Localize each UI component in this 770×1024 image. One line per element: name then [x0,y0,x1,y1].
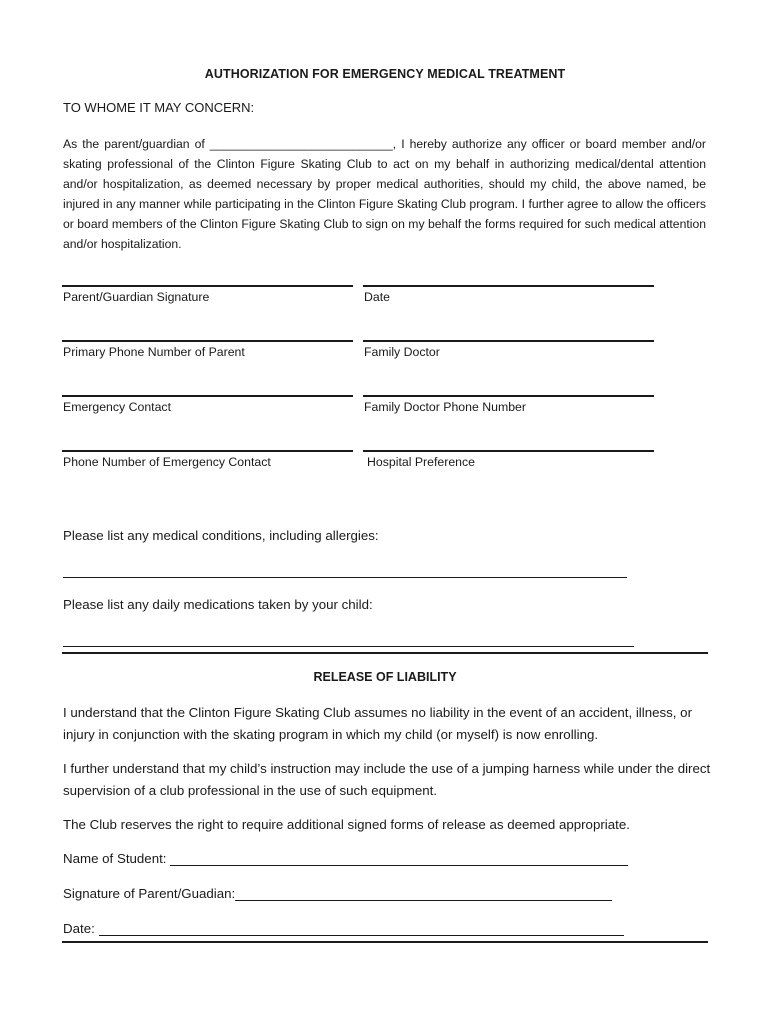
medications-prompt: Please list any daily medications taken by your child: [63,597,373,612]
parent-signature-input-line[interactable] [235,886,612,901]
release-date-label: Date: [63,921,95,936]
family-doctor-line[interactable] [363,340,654,342]
doctor-phone-label: Family Doctor Phone Number [364,400,526,414]
greeting: TO WHOME IT MAY CONCERN: [63,100,255,115]
release-date-input-line[interactable] [99,921,624,936]
doctor-phone-line[interactable] [363,395,654,397]
medications-line[interactable] [63,646,634,647]
student-name-label: Name of Student: [63,851,167,866]
family-doctor-label: Family Doctor [364,345,440,359]
emergency-phone-line[interactable] [62,450,353,452]
medical-conditions-prompt: Please list any medical conditions, including allergies: [63,528,379,543]
primary-phone-line[interactable] [62,340,353,342]
release-title: RELEASE OF LIABILITY [313,670,457,684]
hospital-preference-label: Hospital Preference [367,455,475,469]
authorization-paragraph: As the parent/guardian of ___________________________, I hereby authorize any officer or board member and/or skating professional of the Clinton Figure Skating Club to act on my behalf in authorizing medical/dental attention and/or hospitalization, as deemed necessary by proper medical authorities, should my child, the above named, be injured in any manner while participating in the Clinton Figure Skating Club program. I further agree to allow the officers or board members of the Clinton Figure Skating Club to sign on my behalf the forms required for such medical attention and/or hospitalization. [63,137,706,251]
form-title: AUTHORIZATION FOR EMERGENCY MEDICAL TREATMENT [204,67,566,81]
student-name-field [63,851,628,866]
parent-signature-label: Parent/Guardian Signature [63,290,210,304]
release-paragraph-3: The Club reserves the right to require additional signed forms of release as deemed appropriate. [63,817,630,832]
section-divider [62,652,708,654]
emergency-contact-line[interactable] [62,395,353,397]
hospital-preference-line[interactable] [363,450,654,452]
primary-phone-label: Primary Phone Number of Parent [63,345,245,359]
date-field [63,921,624,936]
release-paragraph-2: I further understand that my child’s instruction may include the use of a jumping harness while under the direct supervision of a club professional in the use of such equipment. [63,761,711,798]
emergency-contact-label: Emergency Contact [63,400,171,414]
medical-conditions-line[interactable] [63,577,627,578]
parent-signature-line[interactable] [62,285,353,287]
parent-signature-field [63,886,612,901]
date-line[interactable] [363,285,654,287]
date-label: Date [364,290,390,304]
bottom-rule [62,941,708,943]
release-paragraph-1: I understand that the Clinton Figure Skating Club assumes no liability in the event of an accident, illness, or injury in conjunction with the skating program in which my child (or myself) is now enrolling. [63,705,692,742]
parent-signature-release-label: Signature of Parent/Guadian: [63,886,236,901]
emergency-phone-label: Phone Number of Emergency Contact [63,455,271,469]
student-name-input-line[interactable] [170,851,628,866]
